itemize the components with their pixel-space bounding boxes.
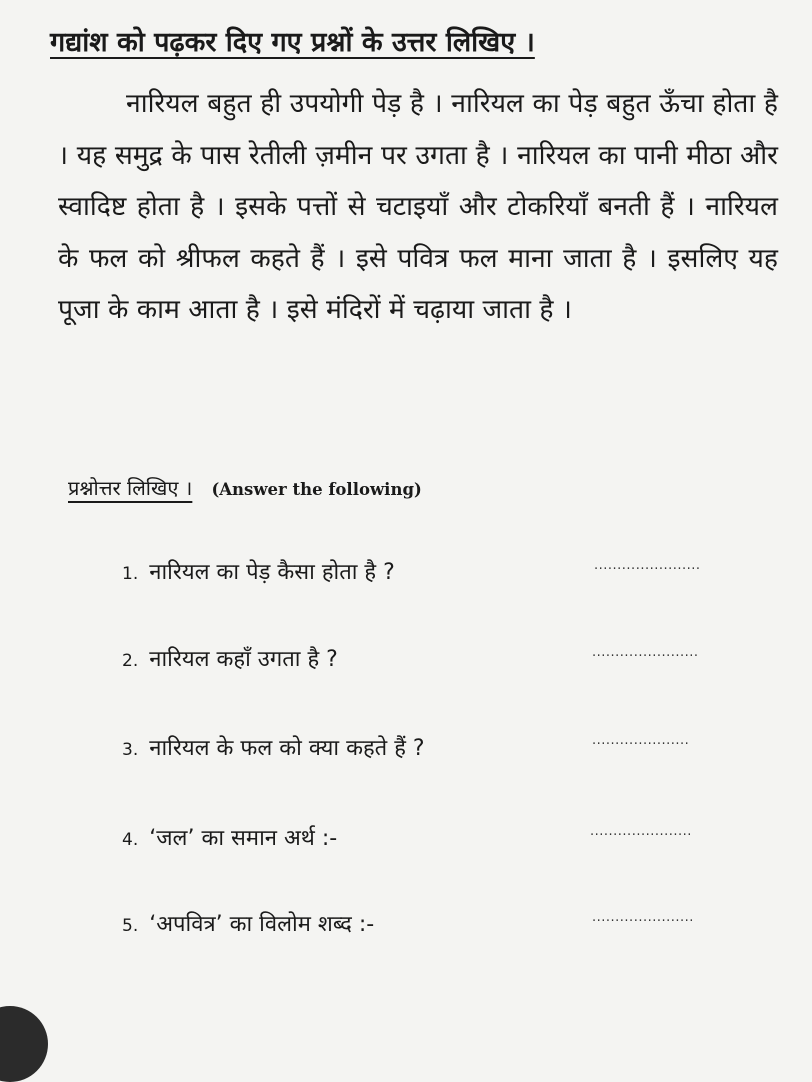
question-2: [122, 643, 338, 673]
question-text: नारियल कहाँ उगता है ?: [149, 647, 338, 672]
question-5: [122, 908, 374, 938]
worksheet-heading: गद्यांश को पढ़कर दिए गए प्रश्नों के उत्तर लिखिए ।: [50, 27, 535, 58]
corner-shadow-shape: [0, 1006, 48, 1082]
answer-blank-4: ......................: [590, 824, 692, 839]
answer-blank-2: .......................: [592, 645, 699, 660]
question-number: 4.: [122, 830, 139, 850]
answer-blank-3: .....................: [592, 733, 690, 748]
question-number: 3.: [122, 740, 139, 760]
question-number: 1.: [122, 564, 139, 584]
question-3: [122, 732, 425, 762]
questions-heading-hindi: प्रश्नोत्तर लिखिए ।: [68, 476, 193, 500]
question-text: ‘अपवित्र’ का विलोम शब्द :-: [149, 912, 375, 937]
question-text: नारियल का पेड़ कैसा होता है ?: [149, 560, 395, 585]
question-number: 5.: [122, 916, 139, 936]
question-1: [122, 556, 395, 586]
question-text: नारियल के फल को क्या कहते हैं ?: [149, 736, 425, 761]
passage-text: नारियल बहुत ही उपयोगी पेड़ है । नारियल का पेड़ बहुत ऊँचा होता है । यह समुद्र के पास रेतीली ज़मीन पर उगता है । नारियल का पानी मीठा और स्वादिष्ट होता है । इसके पत्तों से चटाइयाँ और टोकरियाँ बनती हैं । नारियल के फल को श्रीफल कहते हैं । इसे पवित्र फल माना जाता है । इसलिए यह पूजा के काम आता है । इसे मंदिरों में चढ़ाया जाता है ।: [58, 88, 778, 325]
questions-heading: [68, 474, 422, 501]
question-4: [122, 822, 337, 852]
answer-blank-5: ......................: [592, 910, 694, 925]
questions-heading-english: (Answer the following): [211, 480, 422, 499]
answer-blank-1: .......................: [594, 558, 701, 573]
question-text: ‘जल’ का समान अर्थ :-: [149, 826, 338, 851]
question-number: 2.: [122, 651, 139, 671]
